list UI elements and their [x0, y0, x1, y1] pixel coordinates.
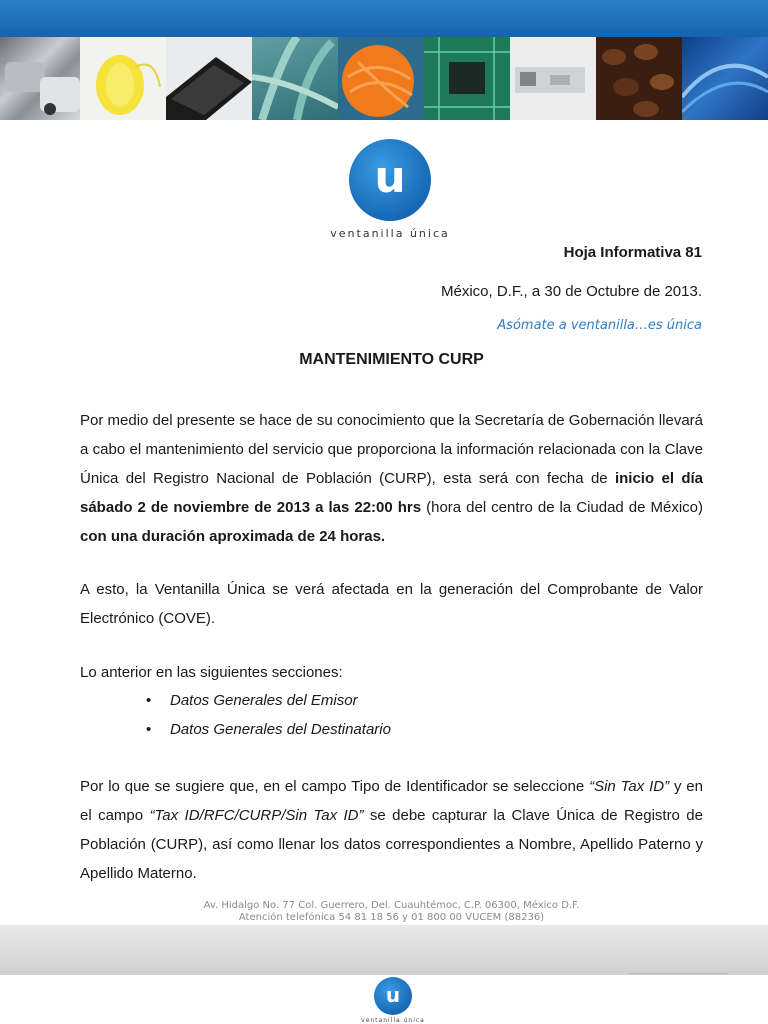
affected-sections-list — [146, 686, 391, 744]
ventanilla-unica-logo — [349, 139, 431, 221]
footer-contact — [0, 900, 768, 924]
footer-brand-name: ventanilla única — [361, 1017, 425, 1024]
sheet-number: Hoja Informativa 81 — [563, 244, 702, 261]
banner-image-network-card — [510, 37, 596, 120]
document-date: México, D.F., a 30 de Octubre de 2013. — [441, 283, 702, 300]
slogan: Asómate a ventanilla…es única — [497, 318, 702, 333]
document-title: MANTENIMIENTO CURP — [299, 351, 484, 368]
paragraph-text: (hora del centro de la Ciudad de México) — [421, 499, 703, 516]
banner-image-circuit-board — [424, 37, 510, 120]
paragraph-text: Por medio del presente se hace de su conocimiento que la Secretaría de Gobernación llevará a cabo el mantenimiento del servicio que proporciona la información relacionada con la Clave Única del Registro Nacional de Población (CURP), esta será con fecha de — [80, 412, 703, 487]
footer-phone: Atención telefónica 54 81 18 56 y 01 800 00 VUCEM (88236) — [238, 912, 545, 923]
brand-name: ventanilla única — [330, 227, 450, 240]
footer-address: Av. Hidalgo No. 77 Col. Guerrero, Del. Cuauhtémoc, C.P. 06300, México D.F. — [203, 900, 580, 911]
paragraph-affected-service: A esto, la Ventanilla Única se verá afectada en la generación del Comprobante de Valor Electrónico (COVE). — [80, 581, 703, 627]
footer-logo-letter: u — [385, 983, 401, 1007]
banner-image-yarn-ball — [338, 37, 424, 120]
paragraph-sections-intro: Lo anterior en las siguientes secciones: — [80, 664, 343, 681]
paragraph-suggestion — [80, 772, 703, 888]
list-item: • Datos Generales del Destinatario — [146, 715, 391, 744]
logo-letter: u — [374, 152, 406, 203]
duration-emphasis: con una duración aproximada de 24 horas. — [80, 528, 386, 545]
footer-logo — [374, 977, 412, 1015]
paragraph-text: y en el campo — [80, 778, 703, 824]
banner-image-blue-swirl — [682, 37, 768, 120]
paragraph-text: se debe capturar la Clave Única de Registro de Población (CURP), así como llenar los datos correspondientes a Nombre, Apellido Paterno y Apellido Materno. — [80, 807, 703, 882]
field-name-tax-id: “Tax ID/RFC/CURP/Sin Tax ID” — [149, 807, 364, 824]
list-item: • Datos Generales del Emisor — [146, 686, 391, 715]
top-blue-bar — [0, 0, 768, 37]
paragraph-maintenance-notice — [80, 406, 703, 551]
paragraph-text: Por lo que se sugiere que, en el campo Tipo de Identificador se seleccione — [80, 778, 590, 795]
banner-image-cars — [0, 37, 80, 120]
footer-gray-bar — [0, 925, 768, 975]
footer-divider — [628, 973, 728, 974]
start-date-emphasis: inicio el día sábado 2 de noviembre de 2013 a las 22:00 hrs — [80, 470, 703, 516]
banner-image-thread-spool — [80, 37, 166, 120]
banner-image-coffee-beans — [596, 37, 682, 120]
header-banner — [0, 37, 768, 120]
field-value-sin-tax-id: “Sin Tax ID” — [589, 778, 670, 795]
banner-image-laptop — [166, 37, 252, 120]
banner-image-agave — [252, 37, 338, 120]
